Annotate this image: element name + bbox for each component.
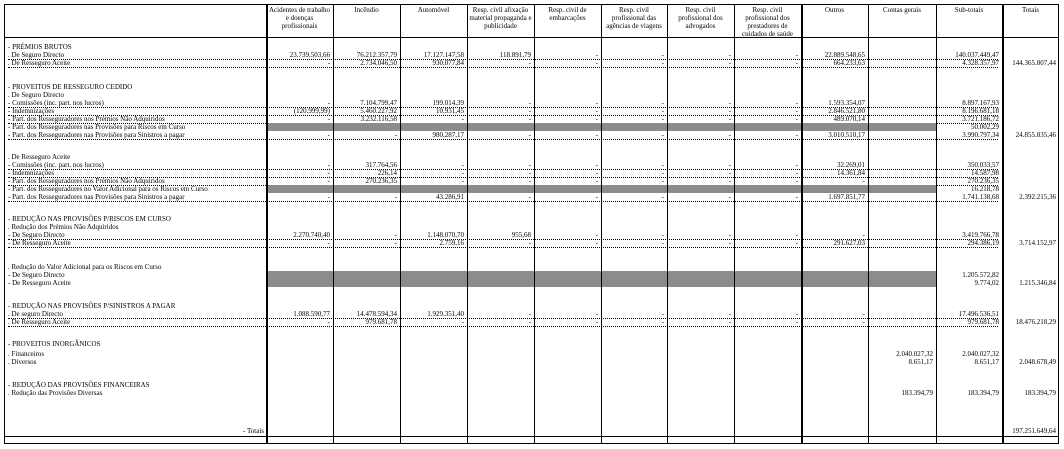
cell-value: 955,68 <box>511 231 531 239</box>
cell-value: 140.037.449,47 <box>955 51 999 59</box>
column-header: Resp. civil de embarcações <box>548 6 587 22</box>
cell-value: - <box>728 318 731 326</box>
cell-value: 3.419.766,78 <box>962 231 999 239</box>
cell-value: - <box>394 193 397 201</box>
row-label: - Part. dos Resseguradores nos Prémios Não Adquiridos <box>8 115 165 123</box>
cell-value: 8.651,17 <box>908 358 933 366</box>
cell-value: 183.394,79 <box>967 389 999 397</box>
cell-value: - <box>661 310 664 318</box>
cell-value: - <box>327 169 330 177</box>
row-label: - REDUÇÃO DAS PROVISÕES FINANCEIRAS <box>8 381 150 389</box>
cell-value: - <box>595 239 598 247</box>
cell-value: - <box>327 318 330 326</box>
cell-value: - <box>661 131 664 139</box>
row-label: . De Resseguro Aceite <box>8 153 71 161</box>
cell-value: 43.286,91 <box>436 193 464 201</box>
cell-value: - <box>528 107 531 115</box>
column-divider <box>333 4 334 444</box>
cell-value: - <box>728 99 731 107</box>
cell-value: 183.394,79 <box>1024 389 1056 397</box>
column-divider <box>667 4 668 444</box>
cell-value: 8.651,17 <box>974 358 999 366</box>
cell-value: - <box>795 115 798 123</box>
cell-value: - <box>528 99 531 107</box>
column-header: Acidentes de trabalho e doenças profissionais <box>268 6 331 30</box>
column-header: Totais <box>1021 6 1039 14</box>
cell-value: 144.365.807,44 <box>1012 59 1056 67</box>
cell-value: - <box>795 310 798 318</box>
cell-value: - <box>795 169 798 177</box>
cell-value: - <box>795 51 798 59</box>
cell-value: - <box>528 193 531 201</box>
cell-value: 979.681,78 <box>365 318 397 326</box>
column-divider <box>534 4 535 444</box>
cell-value: - <box>327 115 330 123</box>
row-label: . Diversos <box>8 358 37 366</box>
header-divider <box>4 37 1059 38</box>
cell-value: - <box>862 177 865 185</box>
cell-value: 350.033,57 <box>967 161 999 169</box>
row-label: - Part. dos Resseguradores nos Prémios Não Adquiridos <box>8 177 165 185</box>
column-divider <box>467 4 468 444</box>
column-divider <box>734 4 735 444</box>
cell-value: 8.897.167,93 <box>962 99 999 107</box>
cell-value: 1.148.070,70 <box>427 231 464 239</box>
grand-total-value: 197.251.649,64 <box>1012 427 1056 435</box>
cell-value: 1.929.351,40 <box>427 310 464 318</box>
cell-value: 118.891,79 <box>499 51 531 59</box>
row-label: - De Seguro Directo <box>8 231 65 239</box>
cell-value: 23.739.503,66 <box>289 51 330 59</box>
cell-value: - <box>728 107 731 115</box>
cell-value: - <box>595 310 598 318</box>
cell-value: - <box>661 169 664 177</box>
cell-value: - <box>728 51 731 59</box>
column-header: Contas gerais <box>883 6 921 14</box>
cell-value: - <box>728 231 731 239</box>
cell-value: 24.855.835,46 <box>1015 131 1056 139</box>
column-header: Resp. civil afixação material propaganda e publicidade <box>469 6 532 30</box>
cell-value: - <box>795 131 798 139</box>
cell-value: - <box>728 59 731 67</box>
cell-value: 270.236,35 <box>365 177 397 185</box>
cell-value: - <box>528 115 531 123</box>
cell-value: - <box>528 59 531 67</box>
row-label: - Indemnizações <box>8 107 55 115</box>
row-label: . De Seguro Directo <box>8 51 64 59</box>
cell-value: - <box>595 51 598 59</box>
cell-value: - <box>795 177 798 185</box>
cell-value: - <box>862 231 865 239</box>
cell-value: 294.386,19 <box>967 239 999 247</box>
cell-value: - <box>327 239 330 247</box>
cell-value: 3.721.186,72 <box>962 115 999 123</box>
row-label: - De Seguro Directo <box>8 271 65 279</box>
cell-value: (120.999,99) <box>293 107 330 115</box>
cell-value: - <box>461 161 464 169</box>
column-divider <box>801 4 803 444</box>
row-label: . De Resseguro Aceite <box>8 318 71 326</box>
row-label: - Part. dos Resseguradores no Valor Adicional para os Riscos em Curso <box>8 185 208 193</box>
cell-value: - <box>394 231 397 239</box>
cell-value: - <box>728 131 731 139</box>
cell-value: 2.040.027,32 <box>962 350 999 358</box>
cell-value: 3.010.510,17 <box>828 131 865 139</box>
cell-value: 2.734.046,50 <box>360 59 397 67</box>
totals-label: - Totais <box>243 427 264 435</box>
row-label: . Redução do Valor Adicional para os Riscos em Curso <box>8 263 162 271</box>
cell-value: 317.764,56 <box>365 161 397 169</box>
row-label: - Part. dos Resseguradores nas Provisões para Sinistros a pagar <box>8 131 185 139</box>
cell-value: - <box>595 161 598 169</box>
cell-value: - <box>795 193 798 201</box>
row-label: - REDUÇÃO NAS PROVISÕES P/RISCOS EM CURSO <box>8 215 171 223</box>
cell-value: 930.077,84 <box>432 59 464 67</box>
cell-value: - <box>528 131 531 139</box>
cell-value: 1.593.354,07 <box>828 99 865 107</box>
cell-value: 980.287,17 <box>432 131 464 139</box>
cell-value: - <box>461 115 464 123</box>
cell-value: 9.774,02 <box>974 279 999 287</box>
cell-value: 291.627,03 <box>833 239 865 247</box>
cell-value: - <box>327 177 330 185</box>
cell-value: 18.476.218,29 <box>1015 318 1056 326</box>
cell-value: - <box>595 99 598 107</box>
cell-value: - <box>661 231 664 239</box>
footer-divider <box>4 436 1059 437</box>
cell-value: 1.088.590,77 <box>293 310 330 318</box>
cell-value: - <box>595 169 598 177</box>
cell-value: 489.070,14 <box>833 115 865 123</box>
cell-value: 2.759,16 <box>439 239 464 247</box>
cell-value: - <box>595 107 598 115</box>
row-label: - PROVEITOS INORGÂNICOS <box>8 340 101 348</box>
cell-value: - <box>661 115 664 123</box>
column-divider <box>1002 4 1004 444</box>
row-label: - Comissões (inc. part. nos lucros) <box>8 99 104 107</box>
cell-value: 8.196.681,18 <box>962 107 999 115</box>
column-header: Resp. civil profissional dos advogados <box>678 6 723 30</box>
cell-value: 14.478.594,34 <box>356 310 397 318</box>
cell-value: 16.218,78 <box>971 185 999 193</box>
cell-value: 32.269,01 <box>837 161 865 169</box>
cell-value: - <box>528 161 531 169</box>
column-divider <box>868 4 869 444</box>
cell-value: - <box>661 239 664 247</box>
cell-value: - <box>461 177 464 185</box>
row-separator <box>8 139 998 140</box>
cell-value: - <box>728 193 731 201</box>
row-label: . De Resseguro Aceite <box>8 59 71 67</box>
cell-value: 5.460.227,92 <box>360 107 397 115</box>
row-label: - De Resseguro Aceite <box>8 239 71 247</box>
cell-value: 199.014,39 <box>432 99 464 107</box>
cell-value: - <box>661 51 664 59</box>
row-label: - Part. dos Resseguradores nas Provisões para Sinistros a pagar <box>8 193 185 201</box>
cell-value: 17.496.536,51 <box>958 310 999 318</box>
row-separator <box>8 326 998 327</box>
cell-value: - <box>661 161 664 169</box>
cell-value: - <box>528 310 531 318</box>
row-label: - Part. dos Resseguradores nas Provisões para Riscos em Curso <box>8 123 186 131</box>
cell-value: 7.104.799,47 <box>360 99 397 107</box>
row-label: - PRÉMIOS BRUTOS <box>8 43 72 51</box>
cell-value: - <box>461 318 464 326</box>
cell-value: 4.328.357,97 <box>962 59 999 67</box>
cell-value: - <box>595 193 598 201</box>
cell-value: - <box>728 310 731 318</box>
cell-value: - <box>795 59 798 67</box>
cell-value: - <box>795 231 798 239</box>
cell-value: - <box>595 318 598 326</box>
cell-value: 2.040.027,32 <box>896 350 933 358</box>
column-header: Automóvel <box>417 6 450 14</box>
cell-value: 76.212.357,79 <box>356 51 397 59</box>
cell-value: 22.889.548,65 <box>824 51 865 59</box>
column-header: Outros <box>824 6 845 14</box>
column-header: Resp. civil profissional dos prestadores de cuidados de saúde <box>742 6 793 38</box>
row-separator <box>8 201 998 202</box>
row-label: . Redução dos Prémios Não Adquiridos <box>8 223 119 231</box>
cell-value: - <box>661 59 664 67</box>
cell-value: - <box>728 169 731 177</box>
cell-value: 1.205.572,82 <box>962 271 999 279</box>
cell-value: - <box>327 193 330 201</box>
cell-value: 183.394,79 <box>901 389 933 397</box>
cell-value: - <box>728 177 731 185</box>
cell-value: - <box>595 231 598 239</box>
cell-value: - <box>595 115 598 123</box>
row-label: - REDUÇÃO NAS PROVISÕES P/SINISTROS A PAGAR <box>8 302 176 310</box>
cell-value: - <box>661 99 664 107</box>
column-header: Incêndio <box>354 6 379 14</box>
cell-value: - <box>661 318 664 326</box>
cell-value: - <box>327 131 330 139</box>
row-label: . Redução das Provisões Diversas <box>8 389 103 397</box>
cell-value: 979.681,78 <box>967 318 999 326</box>
cell-value: - <box>795 161 798 169</box>
cell-value: 14.587,98 <box>971 169 999 177</box>
row-label: . Financeiros <box>8 350 45 358</box>
cell-value: 2.846.521,80 <box>828 107 865 115</box>
row-separator <box>8 67 998 68</box>
cell-value: - <box>862 310 865 318</box>
column-divider <box>601 4 602 444</box>
column-header: Sub-totais <box>954 6 984 14</box>
cell-value: - <box>728 115 731 123</box>
cell-value: - <box>795 99 798 107</box>
cell-value: - <box>595 177 598 185</box>
cell-value: - <box>327 161 330 169</box>
cell-value: 226,14 <box>377 169 397 177</box>
row-label: - Comissões (inc. part. nos lucros) <box>8 161 104 169</box>
row-label: . De seguro Directo <box>8 310 63 318</box>
column-divider <box>400 4 401 444</box>
cell-value: - <box>661 193 664 201</box>
cell-value: 2.270.740,40 <box>293 231 330 239</box>
cell-value: - <box>394 239 397 247</box>
column-divider <box>266 4 268 444</box>
row-label: - PROVEITOS DE RESSEGURO CEDIDO <box>8 83 133 91</box>
cell-value: 17.127.147,58 <box>423 51 464 59</box>
cell-value: - <box>327 99 330 107</box>
row-label: - Indemnizações <box>8 169 55 177</box>
cell-value: 664.233,63 <box>833 59 865 67</box>
cell-value: 14.361,84 <box>837 169 865 177</box>
cell-value: - <box>595 131 598 139</box>
cell-value: 50.002,29 <box>971 123 999 131</box>
row-separator <box>8 247 998 248</box>
column-divider <box>936 4 937 444</box>
cell-value: - <box>795 107 798 115</box>
cell-value: - <box>862 318 865 326</box>
cell-value: 1.215.346,84 <box>1019 279 1056 287</box>
cell-value: 2.392.215,36 <box>1019 193 1056 201</box>
cell-value: - <box>327 59 330 67</box>
cell-value: - <box>528 318 531 326</box>
cell-value: - <box>528 169 531 177</box>
cell-value: - <box>528 177 531 185</box>
cell-value: - <box>528 239 531 247</box>
cell-value: - <box>394 131 397 139</box>
table-frame <box>4 4 1059 444</box>
cell-value: - <box>595 59 598 67</box>
cell-value: - <box>461 169 464 177</box>
cell-value: 3.714.152,97 <box>1019 239 1056 247</box>
cell-value: - <box>728 239 731 247</box>
cell-value: 1.697.851,77 <box>828 193 865 201</box>
cell-value: 2.048.678,49 <box>1019 358 1056 366</box>
cell-value: 270.236,35 <box>967 177 999 185</box>
cell-value: 10.931,45 <box>436 107 464 115</box>
cell-value: 3.232.116,58 <box>360 115 397 123</box>
cell-value: - <box>661 177 664 185</box>
column-header: Resp. civil profissional das agências de viagens <box>606 6 662 30</box>
cell-value: 1.741.138,68 <box>962 193 999 201</box>
cell-value: - <box>795 239 798 247</box>
cell-value: - <box>795 318 798 326</box>
cell-value: 3.990.797,34 <box>962 131 999 139</box>
row-label: - De Resseguro Aceite <box>8 279 71 287</box>
cell-value: - <box>728 161 731 169</box>
row-label: . De Seguro Directo <box>8 91 64 99</box>
cell-value: - <box>661 107 664 115</box>
